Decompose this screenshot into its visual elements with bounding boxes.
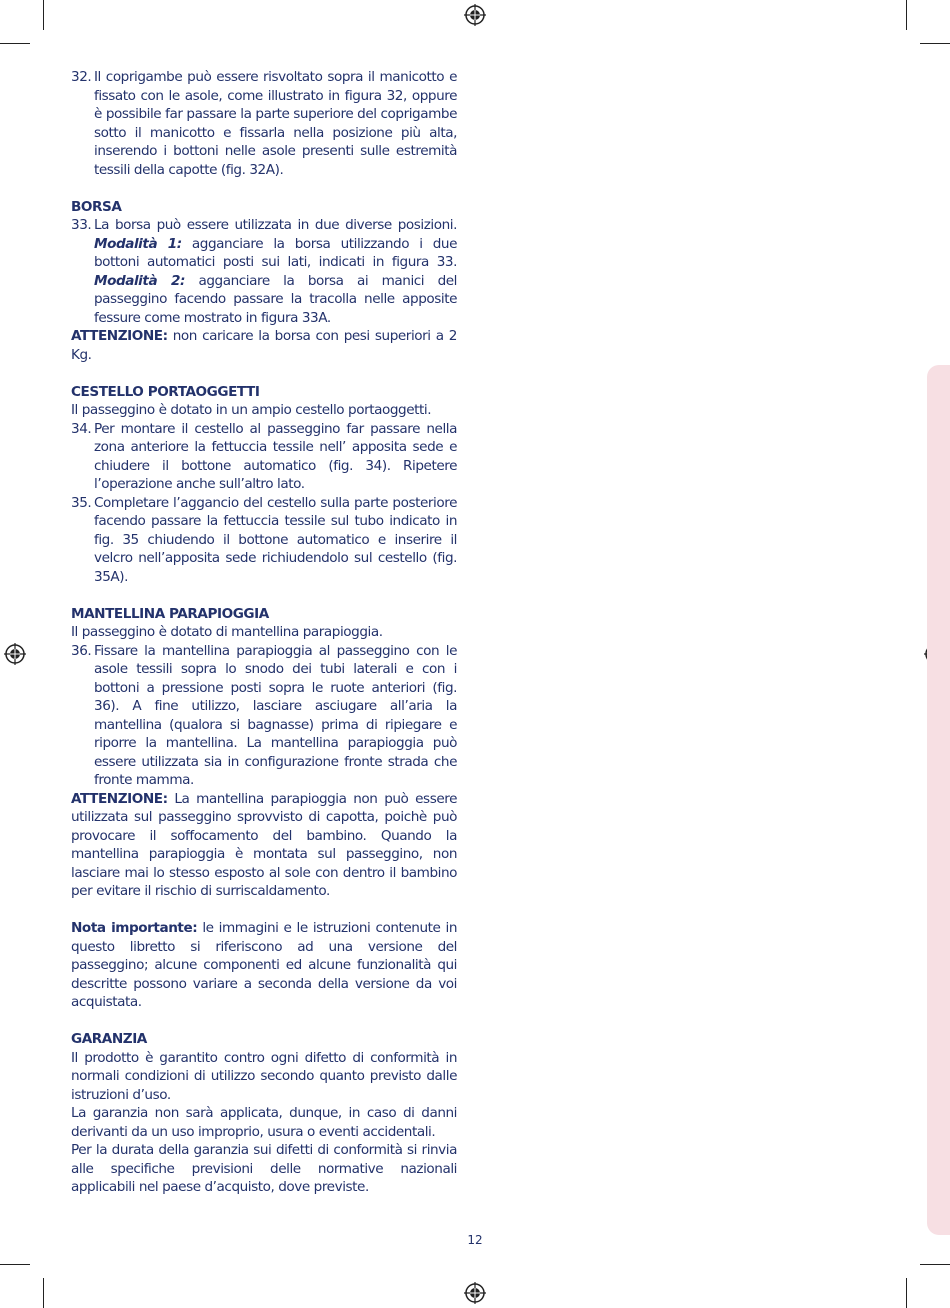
warning-text: La mantellina parapioggia non può essere utilizzata sul passeggino sprovvisto di capotta, poichè può provocare il soffocamento del bambino. Quando la mantellina parapioggia è montata sul passeggino, non lasciare mai lo stesso esposto al sole con dentro il bambino per evitare il rischio di surriscaldamento. (71, 790, 457, 899)
warning-label: ATTENZIONE: (71, 790, 168, 807)
warning-label: ATTENZIONE: (71, 328, 168, 344)
section-heading-borsa: BORSA (71, 198, 122, 215)
list-item-36 (71, 642, 457, 790)
note-paragraph (71, 919, 457, 1012)
crop-mark-top-left-v (43, 0, 44, 30)
crop-mark-bottom-right-v (906, 1278, 907, 1308)
registration-mark-icon (4, 643, 26, 665)
list-item-33 (71, 216, 457, 327)
item-text: Completare l’aggancio del cestello sulla parte posteriore facendo passare la fettuccia tessile sul tubo indicato in fig. 35 chiudendo il bottone automatico e inserire il velcro nell’apposita sede richiudendolo sul cestello (fig. 35A). (94, 494, 457, 585)
list-item-34 (71, 420, 457, 494)
registration-mark-icon (464, 1282, 486, 1304)
warning-paragraph (71, 327, 457, 364)
crop-mark-bottom-right-h (920, 1264, 950, 1265)
crop-mark-top-left-h (0, 43, 30, 44)
item-text: Per montare il cestello al passeggino far passare nella zona anteriore la fettuccia tessile nell’ apposita sede e chiudere il bottone automatico (fig. 34). Ripetere l’operazione anche sull’altro lato. (94, 420, 457, 492)
section-heading-garanzia: GARANZIA (71, 1031, 147, 1047)
item-number: 35. (71, 494, 92, 511)
registration-mark-icon (464, 4, 486, 26)
side-tab (927, 365, 950, 1235)
warranty-paragraph-2: La garanzia non sarà applicata, dunque, in caso di danni derivanti da un uso improprio, usura o eventi accidentali. (71, 1105, 457, 1140)
mode-2-label: Modalità 2: (94, 272, 186, 289)
item-text: Il coprigambe può essere risvoltato sopra il manicotto e fissato con le asole, come illustrato in figura 32, oppure è possibile far passare la parte superiore del coprigambe sotto il manicotto e fissarla nella posizione più alta, inserendo i bottoni nelle asole presenti sulle estremità tessili della capotte (fig. 32A). (94, 69, 457, 178)
item-text: Fissare la mantellina parapioggia al passeggino con le asole tessili sopra lo snodo dei tubi laterali e con i bottoni a pressione posti sopra le ruote anteriori (fig. 36). A fine utilizzo, lasciare asciugare all’aria la mantellina (qualora si bagnasse) prima di ripiegare e riporre la mantellina. La mantellina parapioggia può essere utilizzata sia in configurazione fronte strada che fronte mamma. (94, 642, 457, 788)
warranty-paragraph-3: Per la durata della garanzia sui difetti di conformità si rinvia alle specifiche previsioni delle normative nazionali applicabili nel paese d’acquisto, dove previste. (71, 1142, 457, 1195)
item-number: 36. (71, 642, 92, 659)
crop-mark-top-right-h (920, 43, 950, 44)
item-intro: La borsa può essere utilizzata in due diverse posizioni. (94, 217, 457, 233)
crop-mark-bottom-left-h (0, 1264, 30, 1265)
text-column (71, 68, 457, 1197)
section-heading-mantellina: MANTELLINA PARAPIOGGIA (71, 605, 269, 622)
page-number: 12 (467, 1233, 483, 1247)
warning-text: non caricare la borsa con pesi superiori a 2 Kg. (71, 328, 457, 363)
mode-2-text: agganciare la borsa ai manici del passeggino facendo passare la tracolla nelle apposite fessure come mostrato in figura 33A. (94, 272, 457, 326)
section-intro: Il passeggino è dotato di mantellina parapioggia. (71, 624, 383, 640)
item-number: 32. (71, 69, 92, 85)
section-intro: Il passeggino è dotato in un ampio cestello portaoggetti. (71, 402, 432, 418)
list-item-35 (71, 494, 457, 587)
warning-paragraph (71, 790, 457, 901)
item-number: 34. (71, 420, 92, 437)
mode-1-text: agganciare la borsa utilizzando i due bottoni automatici posti sui lati, indicati in figura 33. (94, 235, 457, 270)
item-text (94, 216, 457, 327)
warranty-paragraph-1: Il prodotto è garantito contro ogni difetto di conformità in normali condizioni di utilizzo secondo quanto previsto dalle istruzioni d’uso. (71, 1049, 457, 1103)
crop-mark-bottom-left-v (43, 1278, 44, 1308)
note-text: le immagini e le istruzioni contenute in questo libretto si riferiscono ad una versione del passeggino; alcune componenti ed alcune funzionalità qui descritte possono variare a seconda della versione da voi acquistata. (71, 920, 457, 1010)
mode-1-label: Modalità 1: (94, 235, 182, 252)
item-number: 33. (71, 217, 92, 233)
crop-mark-top-right-v (906, 0, 907, 30)
section-heading-cestello: CESTELLO PORTAOGGETTI (71, 383, 260, 400)
note-label: Nota importante: (71, 920, 198, 936)
list-item-32 (71, 68, 457, 179)
